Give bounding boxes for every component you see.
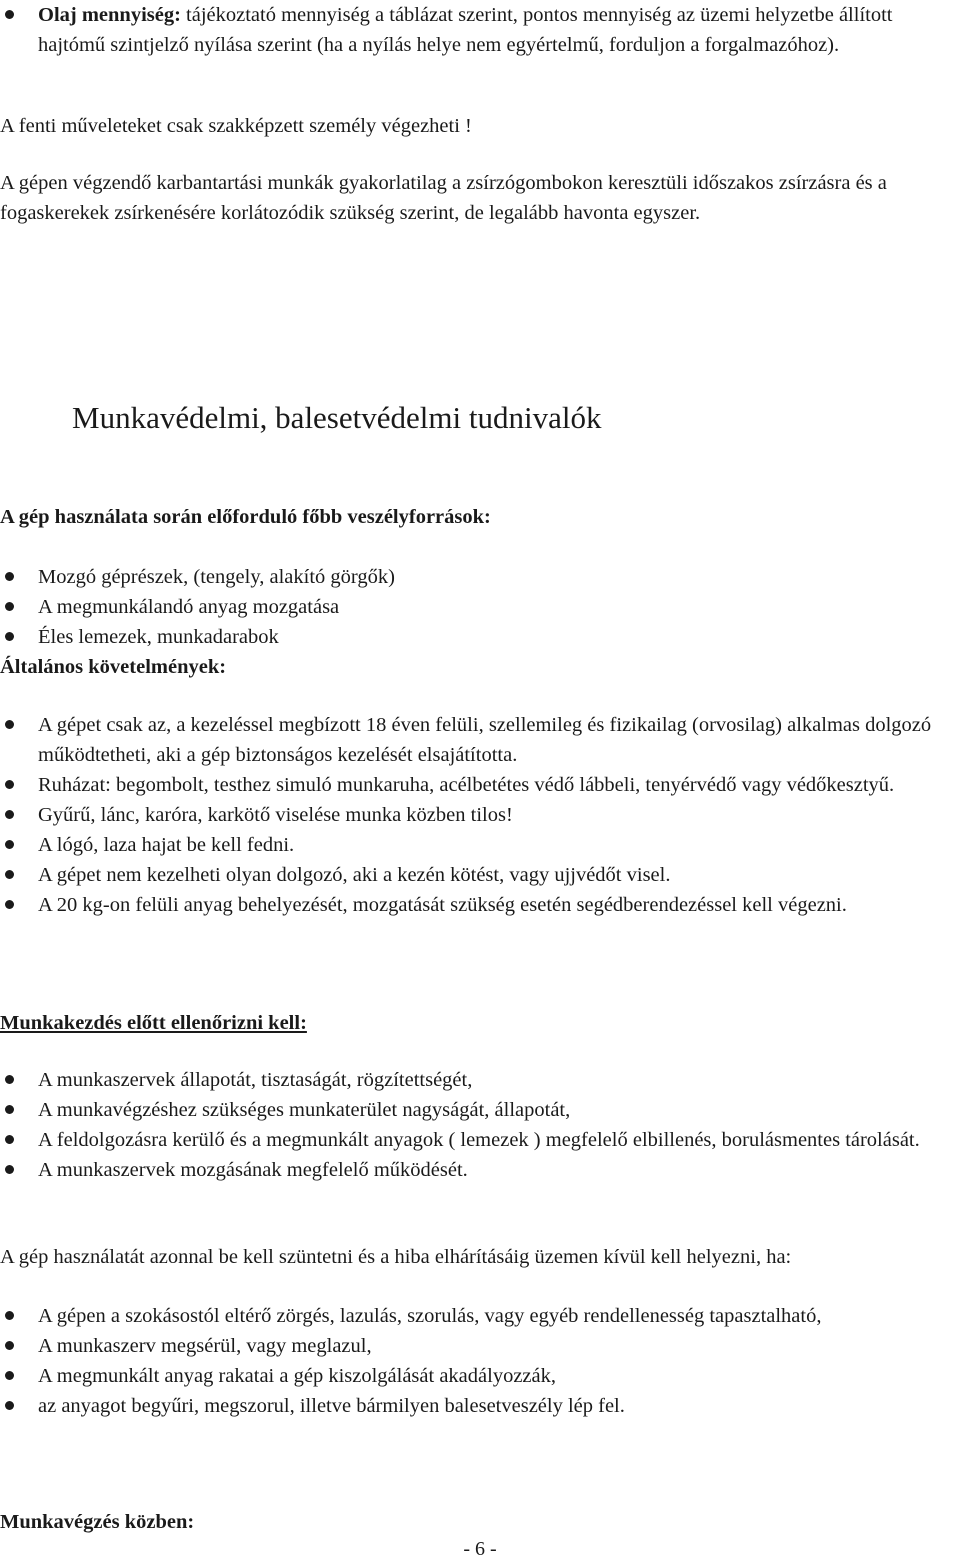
checks-list <box>0 1065 950 1185</box>
requirements-heading: Általános követelmények: <box>0 656 227 678</box>
hazard-item: Mozgó géprészek, (tengely, alakító görgők) <box>0 562 950 592</box>
hazard-item: A megmunkálandó anyag mozgatása <box>0 592 950 622</box>
check-item: A feldolgozásra kerülő és a megmunkált anyagok ( lemezek ) megfelelő elbillenés, borulásmentes tárolását. <box>0 1125 950 1155</box>
stop-condition-item: A munkaszerv megsérül, vagy meglazul, <box>0 1331 950 1361</box>
stop-condition-item: az anyagot begyűri, megszorul, illetve bármilyen balesetveszély lép fel. <box>0 1391 950 1421</box>
maintenance-paragraph: A gépen végzendő karbantartási munkák gyakorlatilag a zsírzógombokon keresztüli időszakos zsírzásra és a fogaskerekek zsírkenésére korlátozódik szükség szerint, de legalább havonta egyszer. <box>0 172 887 224</box>
section-title: Munkavédelmi, balesetvédelmi tudnivalók <box>72 400 602 435</box>
requirement-item: Ruházat: begombolt, testhez simuló munkaruha, acélbetétes védő lábbeli, tenyérvédő vagy védőkesztyű. <box>0 770 948 800</box>
requirement-item: A gépet nem kezelheti olyan dolgozó, aki a kezén kötést, vagy ujjvédőt visel. <box>0 860 948 890</box>
oil-quantity-label: Olaj mennyiség: <box>38 4 181 26</box>
hazards-heading: A gép használata során előforduló főbb veszélyforrások: <box>0 506 491 528</box>
work-heading: Munkavégzés közben: <box>0 1511 195 1533</box>
oil-quantity-list <box>0 0 950 60</box>
check-item: A munkaszervek mozgásának megfelelő működését. <box>0 1155 950 1185</box>
requirements-list <box>0 710 948 920</box>
hazards-list <box>0 562 950 652</box>
check-item: A munkaszervek állapotát, tisztaságát, rögzítettségét, <box>0 1065 950 1095</box>
hazard-item: Éles lemezek, munkadarabok <box>0 622 950 652</box>
qualified-person-notice: A fenti műveleteket csak szakképzett személy végezheti ! <box>0 115 472 137</box>
stop-condition-item: A megmunkált anyag rakatai a gép kiszolgálását akadályozzák, <box>0 1361 950 1391</box>
checks-heading: Munkakezdés előtt ellenőrizni kell: <box>0 1012 307 1034</box>
stop-intro: A gép használatát azonnal be kell szüntetni és a hiba elhárításáig üzemen kívül kell helyezni, ha: <box>0 1246 792 1268</box>
stop-condition-item: A gépen a szokásostól eltérő zörgés, lazulás, szorulás, vagy egyéb rendellenesség tapasztalható, <box>0 1301 950 1331</box>
check-item: A munkavégzéshez szükséges munkaterület nagyságát, állapotát, <box>0 1095 950 1125</box>
requirement-item: A 20 kg-on felüli anyag behelyezését, mozgatását szükség esetén segédberendezéssel kell végezni. <box>0 890 948 920</box>
oil-quantity-item <box>0 0 950 60</box>
requirement-item: A lógó, laza hajat be kell fedni. <box>0 830 948 860</box>
stop-conditions-list <box>0 1301 950 1421</box>
page-number: - 6 - <box>463 1538 497 1560</box>
requirement-item: Gyűrű, lánc, karóra, karkötő viselése munka közben tilos! <box>0 800 948 830</box>
oil-quantity-text: tájékoztató mennyiség a táblázat szerint, pontos mennyiség az üzemi helyzetbe állított hajtómű szintjelző nyílása szerint (ha a nyílás helye nem egyértelmű, forduljon a forgalmazóhoz). <box>38 4 893 56</box>
requirement-item: A gépet csak az, a kezeléssel megbízott 18 éven felüli, szellemileg és fizikailag (orvosilag) alkalmas dolgozó működtetheti, aki a gép biztonságos kezelését elsajátította. <box>0 710 948 770</box>
